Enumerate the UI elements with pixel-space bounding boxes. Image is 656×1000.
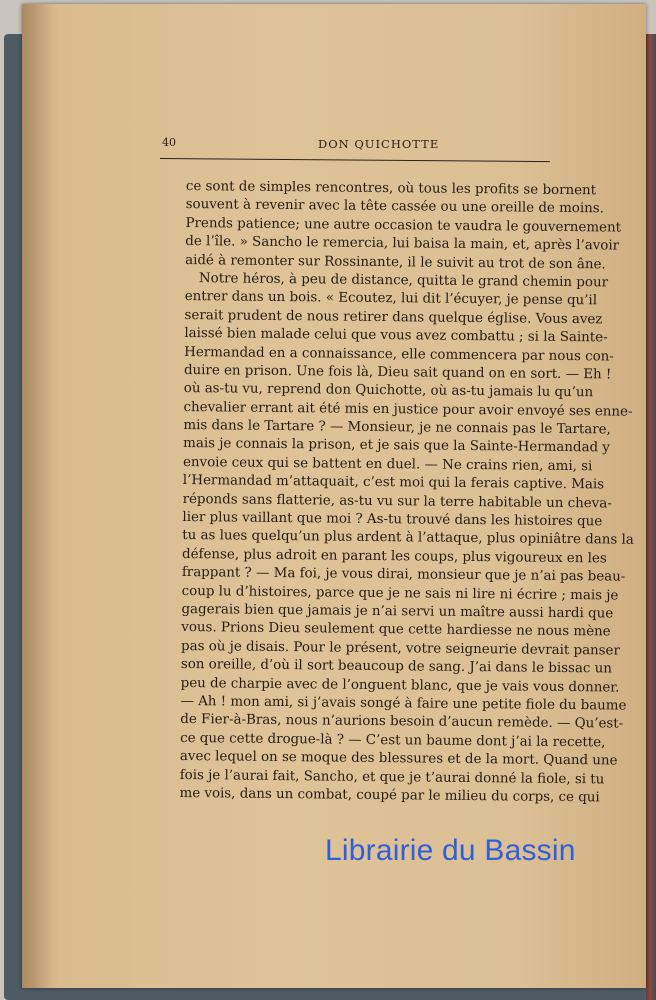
text-line: ce que cette drogue-là ? — C’est un baume dont j’ai la recette, <box>180 730 606 751</box>
text-line: serait prudent de nous retirer dans quelque église. Vous avez <box>184 307 603 328</box>
text-line: me vois, dans un combat, coupé par le milieu du corps, ce qui <box>179 785 600 806</box>
page-header <box>160 126 596 166</box>
text-line: l’Hermandad m’attaquait, c’est moi qui la ferais captive. Mais <box>182 473 605 493</box>
text-line: ce sont de simples rencontres, où tous les profits se bornent <box>185 178 597 199</box>
text-line: son oreille, d’où il sort beaucoup de sang. J’ai dans le bissac un <box>180 657 612 677</box>
text-line: Notre héros, à peu de distance, quitta le grand chemin pour <box>198 271 609 291</box>
running-title: DON QUICHOTTE <box>318 137 440 151</box>
text-line: frappant ? — Ma foi, je vous dirai, monsieur que je n’ai pas beau- <box>181 565 626 585</box>
text-line: gagerais bien que jamais je n’ai servi un maître aussi hardi que <box>181 601 614 622</box>
text-line: aidé à remonter sur Rossinante, il le suivit au trot de son âne. <box>185 252 606 272</box>
text-line: entrer dans un bois. « Ecoutez, lui dit l’écuyer, je pense qu’il <box>184 289 598 309</box>
text-line: vous. Prions Dieu seulement que cette hardiesse ne nous mène <box>181 620 611 640</box>
text-line: laissé bien malade celui que vous avez combattu ; si la Sainte- <box>184 326 608 346</box>
text-line: coup lu d’histoires, parce que je ne sais ni lire ni écrire ; mais je <box>181 583 619 604</box>
text-line: peu de charpie avec de l’onguent blanc, que je vais vous donner. <box>180 675 620 696</box>
text-line: fois je l’aurai fait, Sancho, et que je t’aurai donné la fiole, si tu <box>179 767 605 787</box>
text-line: de Fier-à-Bras, nous n’aurions besoin d’aucun remède. — Qu’est- <box>180 712 624 732</box>
body-text <box>179 178 634 807</box>
text-line: avec lequel on se moque des blessures et de la mort. Quand une <box>179 749 618 769</box>
watermark: Librairie du Bassin <box>325 834 576 867</box>
text-line: duire en prison. Une fois là, Dieu sait quand on en sort. — Eh ! <box>183 362 612 383</box>
text-line: souvent à revenir avec la tête cassée ou une oreille de moins. <box>185 197 604 217</box>
text-line: de l’île. » Sancho le remercia, lui baisa la main, et, après l’avoir <box>185 234 620 254</box>
text-line: envoie ceux qui se battent en duel. — Ne crains rien, ami, si <box>182 454 593 475</box>
text-line: Prends patience; une autre occasion te vaudra le gouvernement <box>185 215 622 236</box>
header-rule <box>160 158 550 162</box>
text-line: mais je connais la prison, et je sais que la Sainte-Hermandad y <box>183 436 610 456</box>
text-line: — Ah ! mon ami, si j’avais songé à faire une petite fiole du baume <box>180 693 627 714</box>
text-line: tu as lues quelqu’un plus ardent à l’attaque, plus opiniâtre dans la <box>182 528 634 549</box>
book-spine-edge <box>646 34 656 1000</box>
text-line: mis dans le Tartare ? — Monsieur, je ne connais pas le Tartare, <box>183 418 611 438</box>
text-line: lier plus vaillant que moi ? As-tu trouvé dans les histoires que <box>182 510 603 530</box>
page-gutter-shadow <box>22 4 52 988</box>
text-line: défense, plus adroit en parant les coups, plus vigoureux en les <box>181 546 607 567</box>
text-line: pas où je disais. Pour le présent, votre seigneurie devrait panser <box>181 638 621 659</box>
text-line: chevalier errant ait été mis en justice pour avoir envoyé ses enne- <box>183 399 633 420</box>
text-line: où as-tu vu, reprend don Quichotte, où as-tu jamais lu qu’un <box>183 381 594 401</box>
text-line: Hermandad en a connaissance, elle commencera par nous con- <box>184 344 614 365</box>
text-line: réponds sans flatterie, as-tu vu sur la terre habitable un cheva- <box>182 491 612 512</box>
page-number: 40 <box>162 136 176 149</box>
